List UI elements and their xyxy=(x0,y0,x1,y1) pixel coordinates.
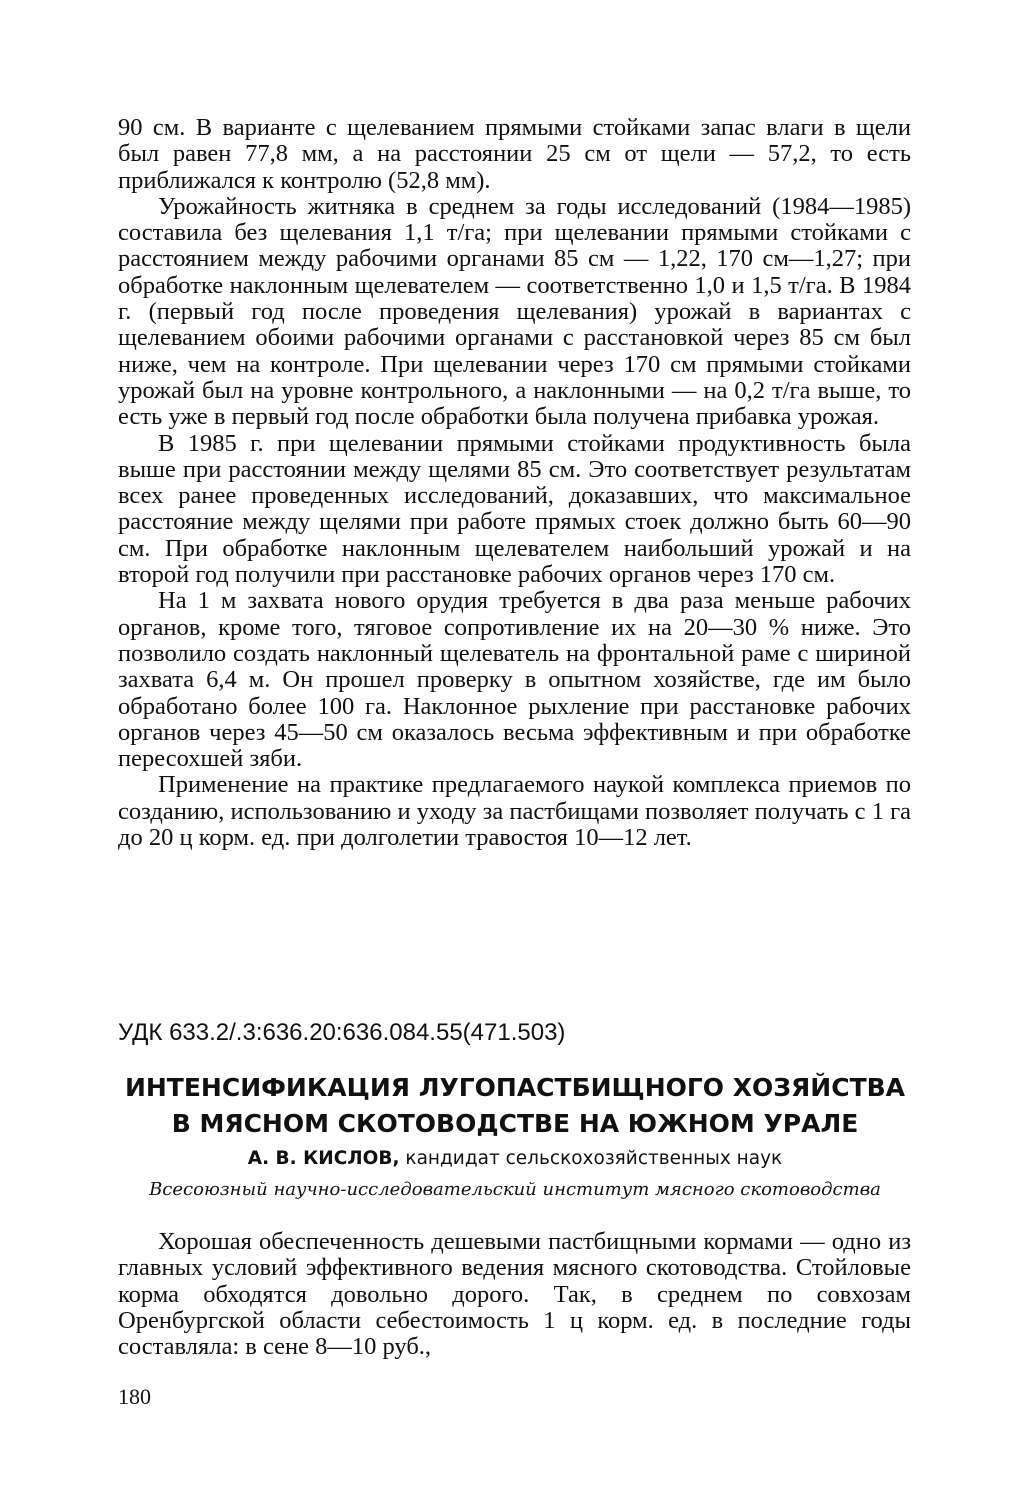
paragraph-1985: В 1985 г. при щелевании прямыми стойками продуктивность была выше при расстоянии между щелями 85 см. Это соответствует результатам всех ранее проведенных исследований, доказавших, что максимальное расстояние между щелями при работе прямых стоек должно быть 60—90 см. При обработке наклонным щелевателем наибольший урожай и на второй год получили при расстановке рабочих органов через 170 см. xyxy=(118,429,911,589)
article-body-text xyxy=(118,1229,911,1360)
udk-code: УДК 633.2/.3:636.20:636.084.55(471.503) xyxy=(118,1019,566,1046)
page-number: 180 xyxy=(118,1384,151,1409)
paragraph-new-tool: На 1 м захвата нового орудия требуется в два раза меньше рабочих органов, кроме того, тяговое сопротивление их на 20—30 % ниже. Это позволило создать наклонный щелеватель на фронтальной раме с шириной захвата 6,4 м. Он прошел проверку в опытном хозяйстве, где им было обработано более 100 га. Наклонное рыхление при расстановке рабочих органов через 45—50 см оказалось весьма эффективным и при обработке пересохшей зяби. xyxy=(118,587,911,773)
paragraph-moisture: 90 см. В варианте с щелеванием прямыми стойками запас влаги в щели был равен 77,8 мм, а на расстоянии 25 см от щели — 57,2, то есть приближался к контролю (52,8 мм). xyxy=(118,114,911,194)
article-title xyxy=(100,1070,930,1142)
previous-article-text xyxy=(118,115,911,851)
author-line xyxy=(100,1146,930,1172)
article-title-line-1: ИНТЕНСИФИКАЦИЯ ЛУГОПАСТБИЩНОГО ХОЗЯЙСТВА xyxy=(124,1073,906,1102)
author-affiliation: Всесоюзный научно-исследовательский институт мясного скотоводства xyxy=(149,1179,881,1200)
paragraph-article-intro: Хорошая обеспеченность дешевыми пастбищными кормами — одно из главных условий эффективного ведения мясного скотоводства. Стойловые корма обходятся довольно дорого. Так, в среднем по совхозам Оренбургской области себестоимость 1 ц корм. ед. в последние годы составляла: в сене 8—10 руб., xyxy=(118,1228,911,1361)
author-name: А. В. КИСЛОВ, xyxy=(247,1148,400,1169)
article-title-line-2: В МЯСНОМ СКОТОВОДСТВЕ НА ЮЖНОМ УРАЛЕ xyxy=(171,1109,859,1138)
author-degree: кандидат сельскохозяйственных наук xyxy=(405,1148,783,1169)
paragraph-yield: Урожайность житняка в среднем за годы исследований (1984—1985) составила без щелевания 1,1 т/га; при щелевании прямыми стойками с расстоянием между рабочими органами 85 см — 1,22, 170 см—1,27; при обработке наклонным щелевателем — соответственно 1,0 и 1,5 т/га. В 1984 г. (первый год после проведения щелевания) урожай в вариантах с щелеванием обоими рабочими органами с расстановкой через 85 см был ниже, чем на контроле. При щелевании через 170 см прямыми стойками урожай был на уровне контрольного, а наклонными — на 0,2 т/га выше, то есть уже в первый год после обработки была получена прибавка урожая. xyxy=(118,192,911,431)
paragraph-conclusion: Применение на практике предлагаемого наукой комплекса приемов по созданию, использованию и уходу за пастбищами позволяет получать с 1 га до 20 ц корм. ед. при долголетии травостоя 10—12 лет. xyxy=(118,771,911,852)
